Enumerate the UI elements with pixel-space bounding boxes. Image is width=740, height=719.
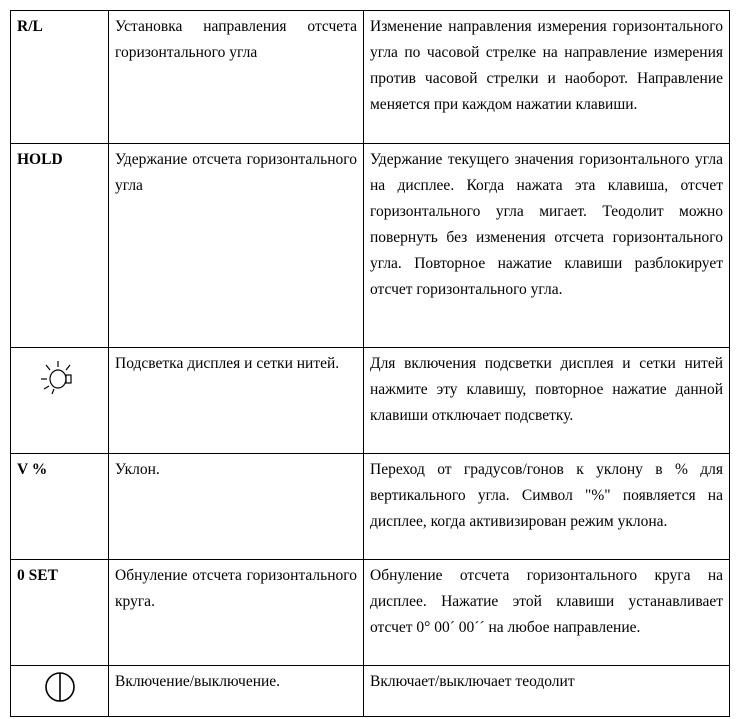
description-cell: Для включения подсветки дисплея и сетки нитей нажмите эту клавишу, повторное нажатие данной клавиши отключает подсветку. xyxy=(364,348,730,454)
description-cell: Включает/выключает теодолит xyxy=(364,666,730,717)
function-cell: Подсветка дисплея и сетки нитей. xyxy=(109,348,364,454)
key-functions-table xyxy=(10,10,730,717)
key-label: HOLD xyxy=(11,144,109,348)
key-label: 0 SET xyxy=(11,560,109,666)
function-cell: Включение/выключение. xyxy=(109,666,364,717)
key-icon-cell xyxy=(11,348,109,454)
function-cell: Установка направления отсчета горизонтального угла xyxy=(109,11,364,144)
key-label: V % xyxy=(11,454,109,560)
table-row xyxy=(11,11,730,144)
key-label: R/L xyxy=(11,11,109,144)
function-cell: Удержание отсчета горизонтального угла xyxy=(109,144,364,348)
description-cell: Переход от градусов/гонов к уклону в % для вертикального угла. Символ "%" появляется на дисплее, когда активизирован режим уклона. xyxy=(364,454,730,560)
description-cell: Обнуление отсчета горизонтального круга на дисплее. Нажатие этой клавиши устанавливает отсчет 0° 00´ 00´´ на любое направление. xyxy=(364,560,730,666)
key-icon-cell xyxy=(11,666,109,717)
function-cell: Обнуление отсчета горизонтального круга. xyxy=(109,560,364,666)
backlight-bulb-icon xyxy=(38,355,82,399)
table-row xyxy=(11,144,730,348)
description-cell: Удержание текущего значения горизонтального угла на дисплее. Когда нажата эта клавиша, отсчет горизонтального угла мигает. Теодолит можно повернуть без изменения отсчета горизонтального угла. Повторное нажатие клавиши разблокирует отсчет горизонтального угла. xyxy=(364,144,730,348)
table-row xyxy=(11,454,730,560)
table-row xyxy=(11,666,730,717)
power-icon xyxy=(42,669,78,705)
function-cell: Уклон. xyxy=(109,454,364,560)
description-cell: Изменение направления измерения горизонтального угла по часовой стрелке на направление измерения против часовой стрелки и наоборот. Направление меняется при каждом нажатии клавиши. xyxy=(364,11,730,144)
table-row xyxy=(11,348,730,454)
table-row xyxy=(11,560,730,666)
